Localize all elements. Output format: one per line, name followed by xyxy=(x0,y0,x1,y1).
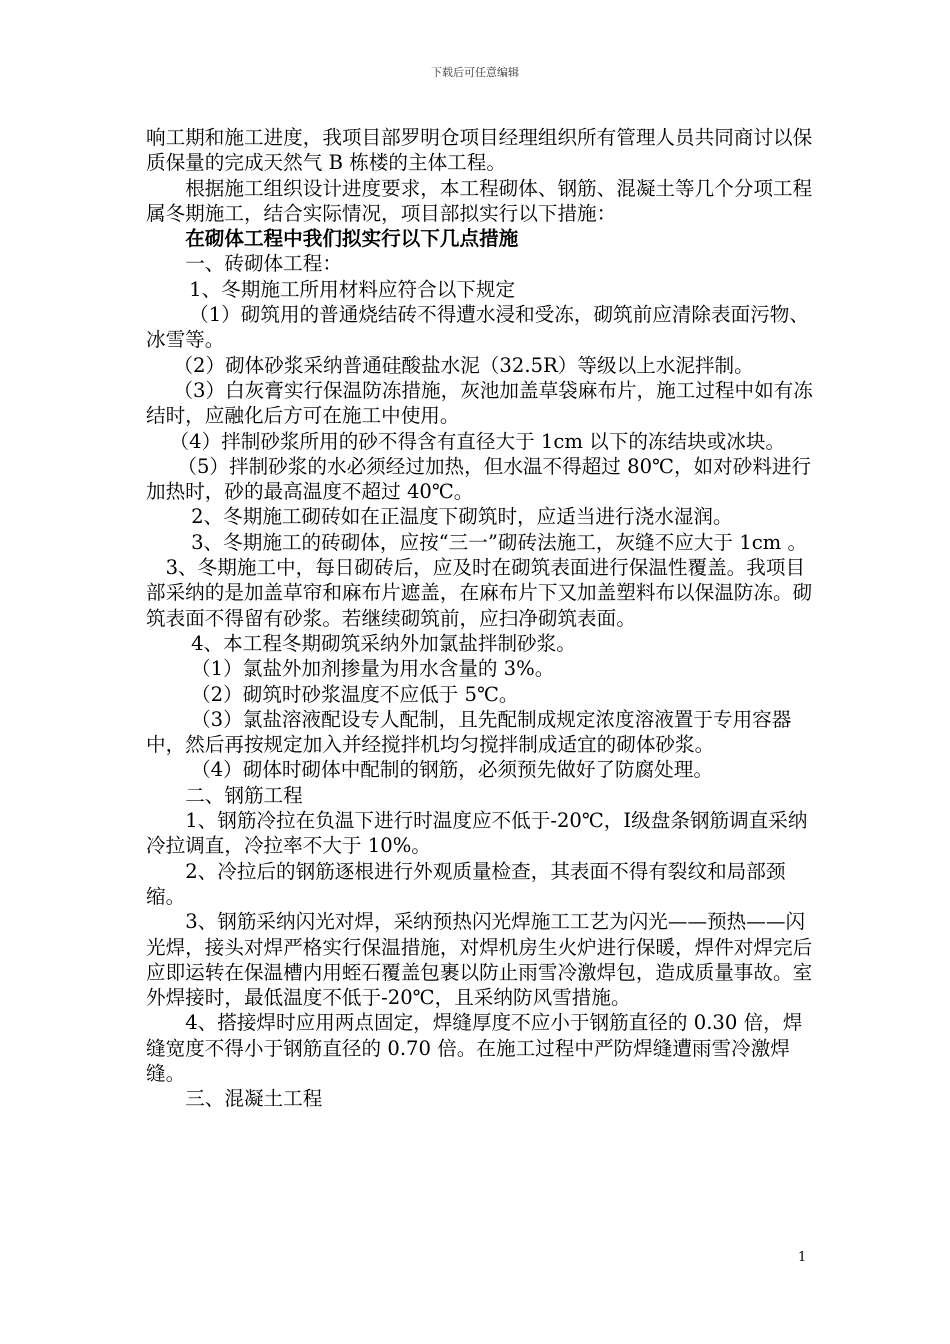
page-number: 1 xyxy=(798,1250,807,1265)
paragraph: （4）拌制砂浆所用的砂不得含有直径大于 1cm 以下的冻结块或冰块。 xyxy=(169,429,786,453)
paragraph: 三、混凝土工程 xyxy=(185,1087,323,1111)
paragraph: （1）氯盐外加剂掺量为用水含量的 3%。 xyxy=(191,657,555,681)
paragraph: （4）砌体时砌体中配制的钢筋，必须预先做好了防腐处理。 xyxy=(191,758,713,782)
paragraph: 3、冬期施工中，每日砌砖后，应及时在砌筑表面进行保温性覆盖。我项目部采纳的是加盖草帘和麻布片遮盖，在麻布片下又加盖塑料布以保温防冻。砌筑表面不得留有砂浆。若继续砌筑前，应扫净砌筑表面。 xyxy=(146,556,813,630)
paragraph: （3）白灰膏实行保温防冻措施，灰池加盖草袋麻布片，施工过程中如有冻结时，应融化后方可在施工中使用。 xyxy=(146,378,813,428)
paragraph: （3）氯盐溶液配设专人配制，且先配制成规定浓度溶液置于专用容器中，然后再按规定加入并经搅拌机均匀搅拌制成适宜的砌体砂浆。 xyxy=(146,707,792,757)
paragraph: （5）拌制砂浆的水必须经过加热，但水温不得超过 80℃，如对砂料进行加热时，砂的最高温度不超过 40℃。 xyxy=(146,454,812,504)
paragraph: 根据施工组织设计进度要求，本工程砌体、钢筋、混凝土等几个分项工程属冬期施工，结合实际情况，项目部拟实行以下措施： xyxy=(146,176,813,225)
paragraph: 2、冬期施工砌砖如在正温度下砌筑时，应适当进行浇水湿润。 xyxy=(191,505,733,529)
paragraph: 1、冬期施工所用材料应符合以下规定 xyxy=(189,277,516,301)
paragraph: （1）砌筑用的普通烧结砖不得遭水浸和受冻，砌筑前应清除表面污物、冰雪等。 xyxy=(146,303,809,352)
paragraph: （2）砌体砂浆采纳普通硅酸盐水泥（32.5R）等级以上水泥拌制。 xyxy=(173,353,754,377)
paragraph: 4、搭接焊时应用两点固定，焊缝厚度不应小于钢筋直径的 0.30 倍，焊缝宽度不得小于钢筋直径的 0.70 倍。在施工过程中严防焊缝遭雨雪冷激焊缝。 xyxy=(146,1011,803,1085)
bold-heading: 在砌体工程中我们拟实行以下几点措施 xyxy=(185,227,519,251)
page-header: 下载后可任意编辑 xyxy=(431,66,519,79)
paragraph: 4、本工程冬期砌筑采纳外加氯盐拌制砂浆。 xyxy=(191,631,576,655)
document-body xyxy=(146,125,814,1112)
paragraph: 1、钢筋冷拉在负温下进行时温度应不低于-20℃，Ⅰ级盘条钢筋调直采纳冷拉调直，冷拉率不大于 10%。 xyxy=(146,809,808,858)
paragraph: （2）砌筑时砂浆温度不应低于 5℃。 xyxy=(191,682,519,706)
paragraph: 3、冬期施工的砖砌体，应按“三一”砌砖法施工，灰缝不应大于 1cm 。 xyxy=(191,530,808,554)
paragraph: 2、冷拉后的钢筋逐根进行外观质量检查，其表面不得有裂纹和局部颈缩。 xyxy=(146,859,786,908)
paragraph: 二、钢筋工程 xyxy=(185,783,303,807)
paragraph: 响工期和施工进度，我项目部罗明仓项目经理组织所有管理人员共同商讨以保质保量的完成天然气 B 栋楼的主体工程。 xyxy=(146,126,813,175)
paragraph: 3、钢筋采纳闪光对焊，采纳预热闪光焊施工工艺为闪光——预热——闪光焊，接头对焊严格实行保温措施，对焊机房生火炉进行保暖，焊件对焊完后应即运转在保温槽内用蛭石覆盖包裹以防止雨雪冷激焊包，造成质量事故。室外焊接时，最低温度不低于-20℃，且采纳防风雪措施。 xyxy=(146,910,813,1010)
paragraph: 一、砖砌体工程： xyxy=(185,252,342,276)
